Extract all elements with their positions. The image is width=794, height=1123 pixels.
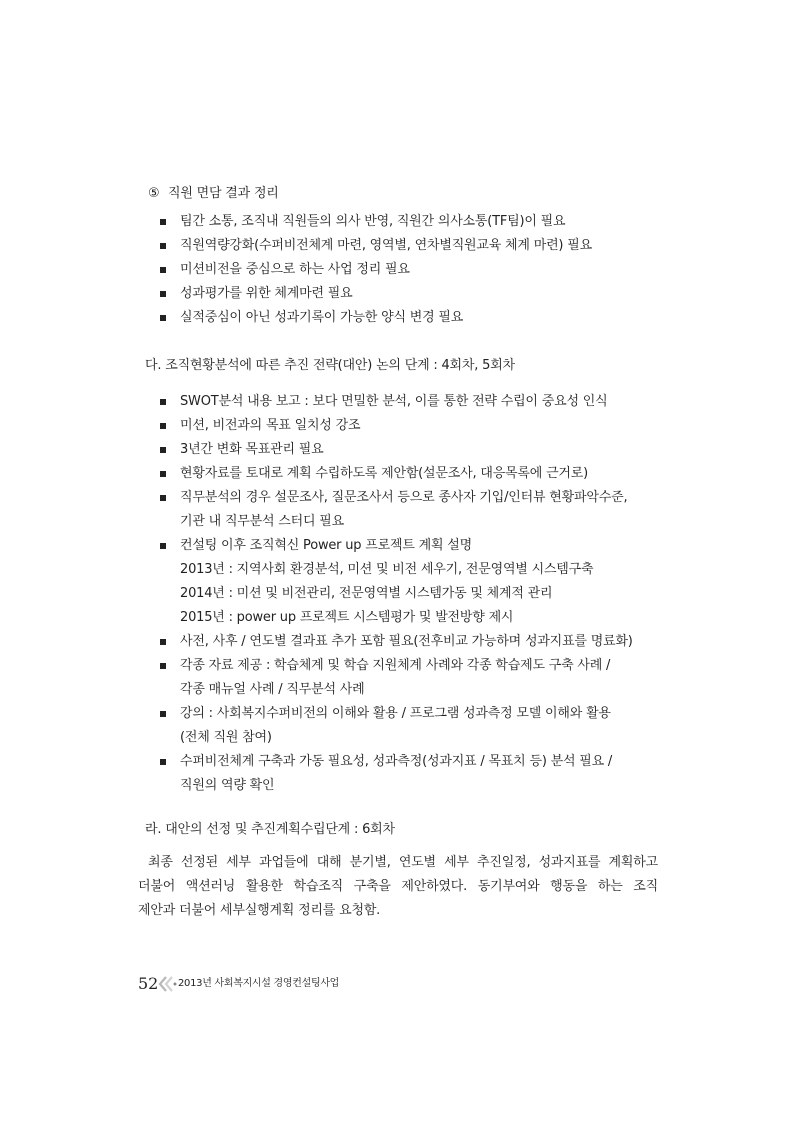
list-item: 팀간 소통, 조직내 직원들의 의사 반영, 직원간 의사소통(TF팀)이 필요 [180, 214, 566, 229]
list-item: 미션비전을 중심으로 하는 사업 정리 필요 [180, 262, 410, 277]
bullet-icon [160, 759, 166, 765]
list-item: 직무분석의 경우 설문조사, 질문조사서 등으로 종사자 기입/인터뷰 현황파악수준, [180, 490, 628, 505]
bullet-icon [160, 663, 166, 669]
list-item: 실적중심이 아닌 성과기록이 가능한 양식 변경 필요 [180, 310, 464, 325]
publication-title: 2013년 사회복지시설 경영컨설팅사업 [178, 978, 340, 989]
plan-year-2013: 2013년 : 지역사회 환경분석, 미션 및 비전 세우기, 전문영역별 시스템구축 [180, 562, 594, 577]
bullet-icon [160, 711, 166, 717]
bullet-icon [160, 399, 166, 405]
list-item: SWOT분석 내용 보고 : 보다 면밀한 분석, 이를 통한 전략 수립이 중요성 인식 [180, 394, 608, 409]
section-5-heading: 직원 면담 결과 정리 [168, 186, 279, 201]
bullet-icon [160, 639, 166, 645]
bullet-icon [160, 471, 166, 477]
section-5-marker: ⑤ [148, 186, 160, 201]
list-item: 강의 : 사회복지수퍼비전의 이해와 활용 / 프로그램 성과측정 모델 이해와 활용 [180, 706, 611, 721]
list-item: 직원역량강화(수퍼비전체계 마련, 영역별, 연차별직원교육 체계 마련) 필요 [180, 238, 592, 253]
list-item-continuation: 각종 매뉴얼 사례 / 직무분석 사례 [180, 682, 365, 697]
list-item-continuation: 직원의 역량 확인 [180, 778, 275, 793]
bullet-icon [160, 291, 166, 297]
list-item: 현황자료를 토대로 계획 수립하도록 제안함(설문조사, 대응목록에 근거로) [180, 466, 589, 481]
list-item: 컨설팅 이후 조직혁신 Power up 프로젝트 계획 설명 [180, 538, 473, 553]
paragraph-line: 제안과 더불어 세부실행계획 정리를 요청함. [138, 903, 381, 918]
list-item: 3년간 변화 목표관리 필요 [180, 442, 324, 457]
bullet-icon [160, 543, 166, 549]
bullet-icon [160, 243, 166, 249]
list-item-continuation: (전체 직원 참여) [180, 730, 272, 745]
page-number: 52 [138, 974, 159, 993]
list-item: 미션, 비전과의 목표 일치성 강조 [180, 418, 361, 433]
list-item: 각종 자료 제공 : 학습체계 및 학습 지원체계 사례와 각종 학습제도 구축 사례 / [180, 658, 611, 673]
paragraph-line: 최종 선정된 세부 과업들에 대해 분기별, 연도별 세부 추진일정, 성과지표를 계획하고 [148, 855, 658, 870]
bullet-icon [160, 447, 166, 453]
paragraph-line: 더불어 액션러닝 활용한 학습조직 구축을 제안하였다. 동기부여와 행동을 하는 조직 [138, 879, 658, 894]
plan-year-2015: 2015년 : power up 프로젝트 시스템평가 및 발전방향 제시 [180, 610, 514, 625]
bullet-icon [160, 423, 166, 429]
section-ra-heading: 라. 대안의 선정 및 추진계획수립단계 : 6회차 [145, 822, 395, 837]
list-item: 성과평가를 위한 체계마련 필요 [180, 286, 353, 301]
list-item: 수퍼비전체계 구축과 가동 필요성, 성과측정(성과지표 / 목표치 등) 분석 필요 / [180, 754, 613, 769]
bullet-icon [160, 219, 166, 225]
bullet-icon [160, 495, 166, 501]
list-item: 사전, 사후 / 연도별 결과표 추가 포함 필요(전후비교 가능하며 성과지표를 명료화) [180, 634, 633, 649]
chevron-double-left-icon [156, 974, 178, 994]
section-da-heading: 다. 조직현황분석에 따른 추진 전략(대안) 논의 단계 : 4회차, 5회차 [145, 358, 515, 373]
bullet-icon [160, 315, 166, 321]
list-item-continuation: 기관 내 직무분석 스터디 필요 [180, 514, 345, 529]
bullet-icon [160, 267, 166, 273]
plan-year-2014: 2014년 : 미션 및 비전관리, 전문영역별 시스템가동 및 체계적 관리 [180, 586, 553, 601]
